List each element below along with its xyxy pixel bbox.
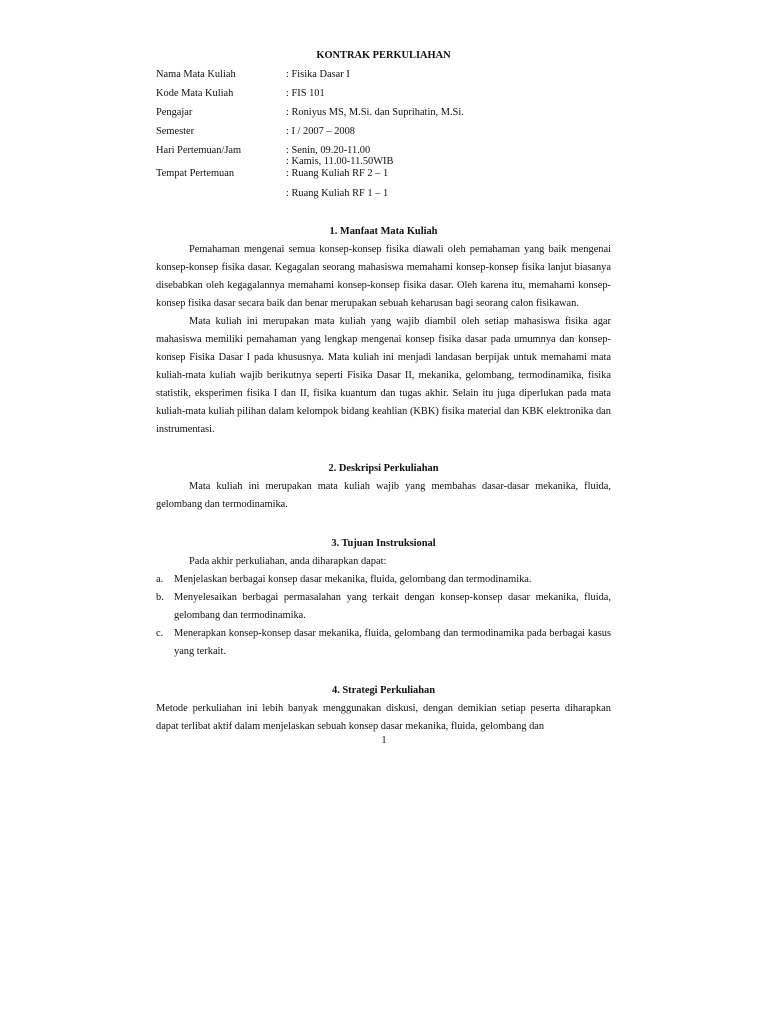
section-heading-objectives: 3. Tujuan Instruksional bbox=[331, 538, 436, 549]
list-text: Menerapkan konsep-konsep dasar mekanika, fluida, gelombang dan termodinamika pada berbagai kasus yang terkait. bbox=[174, 628, 611, 657]
list-item bbox=[156, 571, 611, 589]
paragraph: Mata kuliah ini merupakan mata kuliah yang wajib diambil oleh setiap mahasiswa fisika agar mahasiswa memiliki pemahaman yang lengkap mengenai konsep fisika dasar pada umumnya dan konsep-konsep Fisika Dasar I pada khususnya. Mata kuliah ini menjadi landasan berpijak untuk memahami mata kuliah-mata kuliah wajib berikutnya seperti Fisika Dasar II, mekanika, gelombang, termodinamika, fisika statistik, eksperimen fisika I dan II, fisika kuantum dan tugas akhir. Selain itu juga diperlukan pada mata kuliah-mata kuliah pilihan dalam kelompok bidang keahlian (KBK) fisika material dan KBK elektronika dan instrumentasi. bbox=[156, 316, 611, 435]
info-value: : Ruang Kuliah RF 1 – 1 bbox=[286, 188, 389, 199]
info-label: Kode Mata Kuliah bbox=[156, 88, 234, 99]
list-marker: b. bbox=[156, 592, 164, 603]
section-heading-strategy: 4. Strategi Perkuliahan bbox=[331, 685, 436, 696]
paragraph: Metode perkuliahan ini lebih banyak menggunakan diskusi, dengan demikian setiap peserta diharapkan dapat terlibat aktif dalam menjelaskan sebuah konsep dasar mekanika, fluida, gelombang dan bbox=[156, 703, 611, 732]
info-row-venue-continued bbox=[156, 184, 611, 202]
schedule-line: : Senin, 09.20-11.00 bbox=[286, 145, 371, 156]
info-value: : Ruang Kuliah RF 2 – 1 bbox=[286, 168, 389, 179]
list-item bbox=[156, 589, 611, 625]
paragraph: Pemahaman mengenai semua konsep-konsep fisika diawali oleh pemahaman yang baik mengenai konsep-konsep fisika dasar. Kegagalan seorang mahasiswa memahami konsep-konsep fisika lanjut biasanya disebabkan oleh kegagalannya memahami konsep-konsep fisika dasar. Oleh karena itu, memahami konsep-konsep fisika dasar secara baik dan benar merupakan sebuah keharusan bagi seorang calon fisikawan. bbox=[156, 244, 611, 309]
info-label: Nama Mata Kuliah bbox=[156, 69, 236, 80]
info-value: : Fisika Dasar I bbox=[286, 69, 350, 80]
objectives-list bbox=[156, 571, 611, 661]
info-row-schedule bbox=[156, 141, 611, 167]
schedule-line: : Kamis, 11.00-11.50WIB bbox=[286, 156, 394, 167]
list-text: Menyelesaikan berbagai permasalahan yang terkait dengan konsep-konsep dasar mekanika, fluida, gelombang dan termodinamika. bbox=[174, 592, 611, 621]
info-value: : Roniyus MS, M.Si. dan Suprihatin, M.Si. bbox=[286, 107, 464, 118]
list-marker: a. bbox=[156, 574, 164, 585]
info-label: Pengajar bbox=[156, 107, 193, 118]
info-value: : FIS 101 bbox=[286, 88, 325, 99]
info-row-course-name bbox=[156, 65, 611, 84]
info-row-semester bbox=[156, 122, 611, 141]
info-value: : I / 2007 – 2008 bbox=[286, 126, 355, 137]
document-title: KONTRAK PERKULIAHAN bbox=[316, 50, 451, 61]
document-content bbox=[156, 47, 611, 736]
info-label: Hari Pertemuan/Jam bbox=[156, 145, 242, 156]
section-heading-description: 2. Deskripsi Perkuliahan bbox=[328, 463, 439, 474]
info-value bbox=[286, 141, 611, 167]
list-text: Menjelaskan berbagai konsep dasar mekanika, fluida, gelombang dan termodinamika. bbox=[174, 574, 532, 585]
page-number: 1 bbox=[381, 735, 387, 746]
info-row-course-code bbox=[156, 84, 611, 103]
section-heading-benefits: 1. Manfaat Mata Kuliah bbox=[329, 226, 438, 237]
paragraph: Mata kuliah ini merupakan mata kuliah wajib yang membahas dasar-dasar mekanika, fluida, gelombang dan termodinamika. bbox=[156, 481, 611, 510]
info-row-venue bbox=[156, 167, 611, 181]
paragraph: Pada akhir perkuliahan, anda diharapkan dapat: bbox=[189, 556, 387, 567]
list-item bbox=[156, 625, 611, 661]
list-marker: c. bbox=[156, 628, 164, 639]
info-label: Semester bbox=[156, 126, 195, 137]
info-row-lecturer bbox=[156, 103, 611, 122]
info-label: Tempat Pertemuan bbox=[156, 168, 235, 179]
